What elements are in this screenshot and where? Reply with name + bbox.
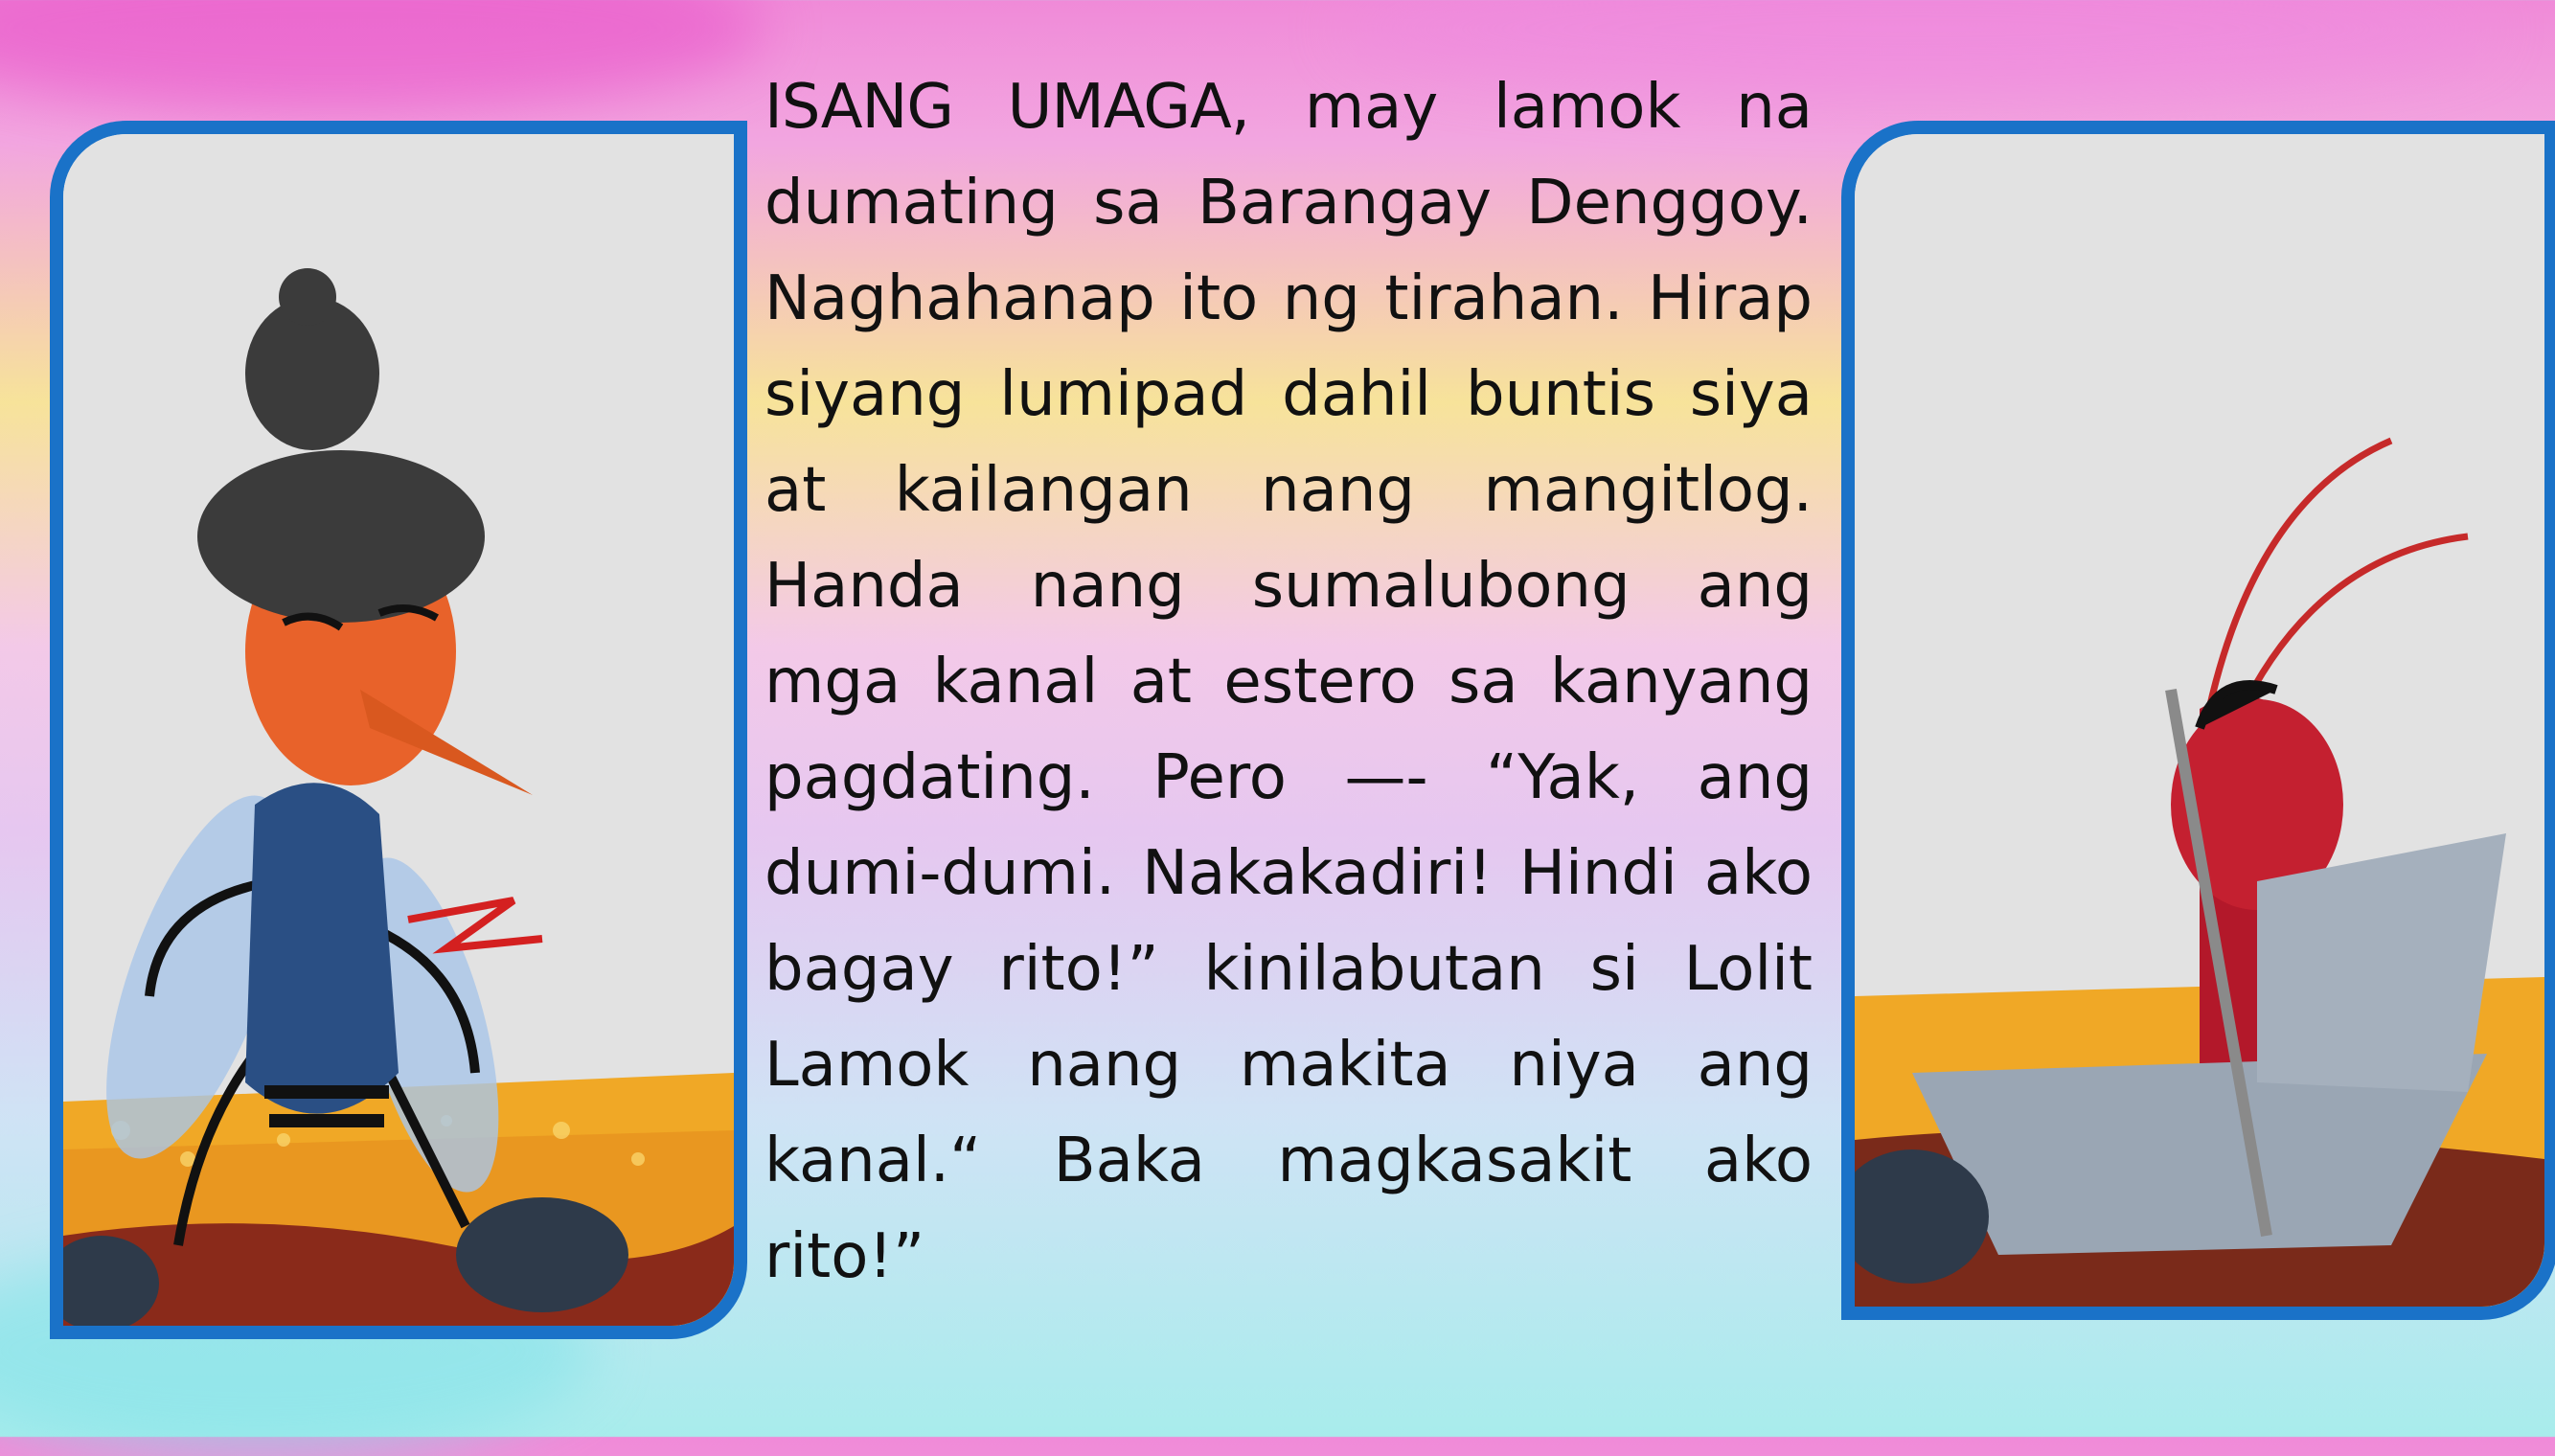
background-swirl xyxy=(0,0,766,115)
left-illustration-frame xyxy=(50,121,747,1339)
story-body: may lamok na dumating sa Barangay Denggoy. Naghahanap ito ng tirahan. Hirap siyang lumipad dahil buntis siya at kailangan nang mangitlog. Handa nang sumalubong ang mga kanal at estero sa kanyang pagdating. Pero —- “Yak, ang dumi-dumi. Nakakadiri! Hindi ako bagay rito!” kinilabutan si Lolit Lamok nang makita niya ang kanal.“ Baka magkasakit ako rito!” xyxy=(764,72,1814,1292)
story-lead: ISANG UMAGA, xyxy=(764,72,1250,143)
right-illustration-frame xyxy=(1841,121,2555,1320)
mosquito-character-illustration xyxy=(63,134,734,1326)
story-text xyxy=(764,59,1813,1305)
cockroach-boat-illustration xyxy=(1855,134,2544,1307)
